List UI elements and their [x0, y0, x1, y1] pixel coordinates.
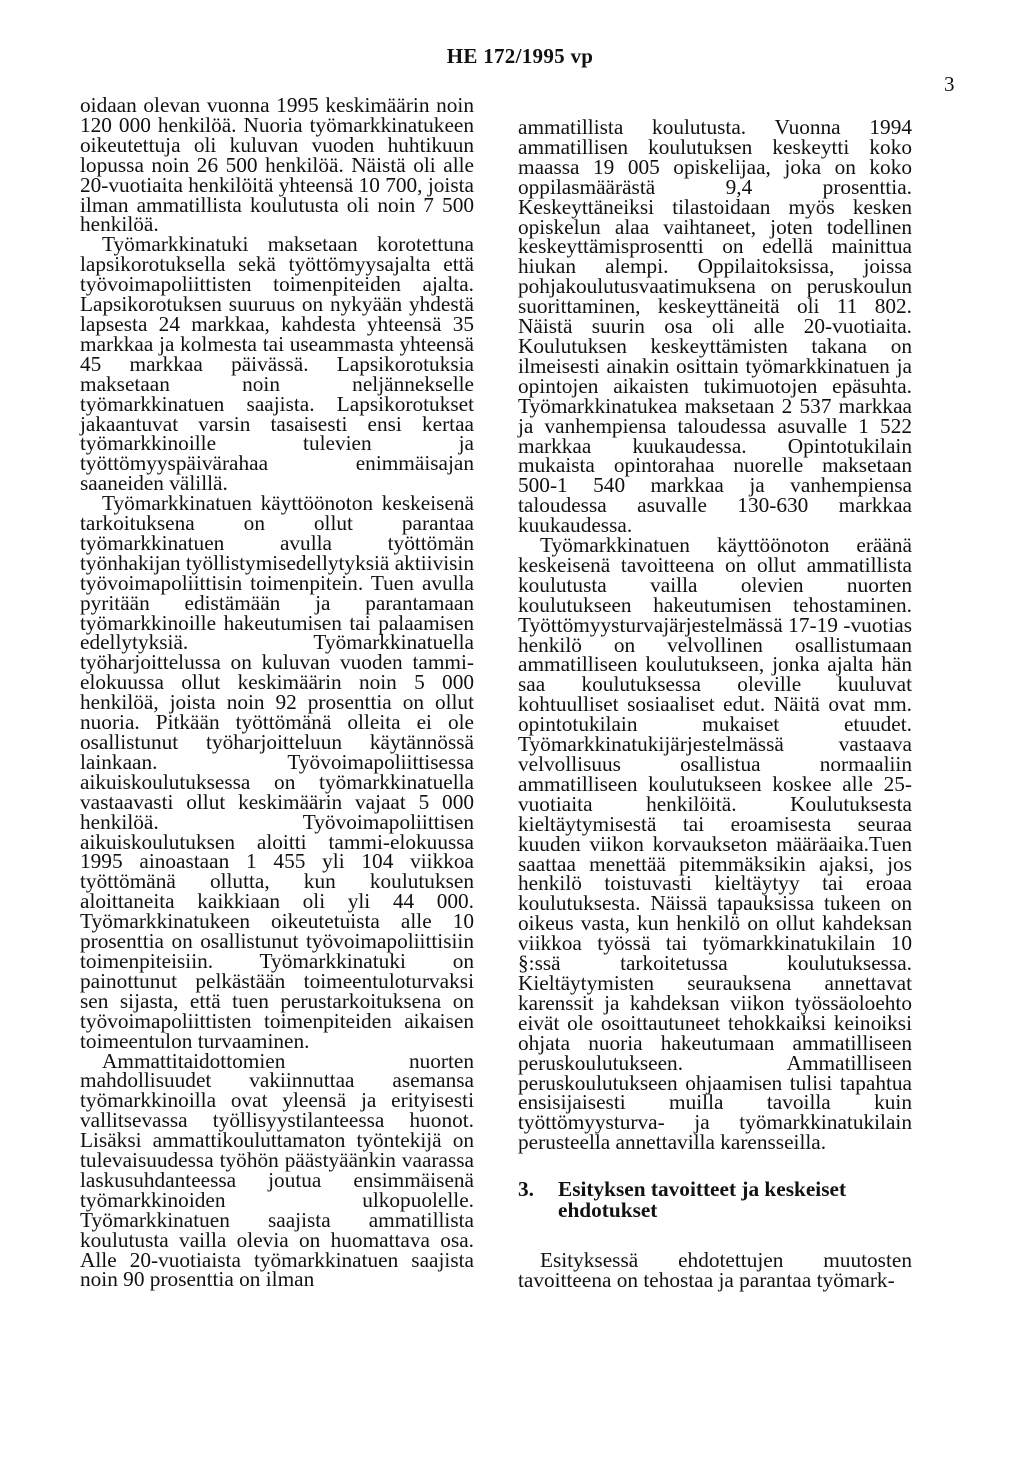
paragraph: oidaan olevan vuonna 1995 keskimäärin noin 120 000 henkilöä. Nuoria työmarkkinatukeen oikeutettuja oli kuluvan vuoden huhtikuun lopussa noin 26 500 henkilöä. Näistä oli alle 20-vuotiaita henkilöitä yhteensä 10 700, joista ilman ammatillista koulutusta oli noin 7 500 henkilöä. — [80, 93, 474, 237]
paragraph: ammatillista koulutusta. Vuonna 1994 ammatillisen koulutuksen keskeytti koko maassa 19 005 opiskelijaa, joka on koko oppilasmäärästä 9,4 prosenttia. Keskeyttäneiksi tilastoidaan myös kesken opiskelun alaa vaihtaneet, joten todellinen keskeyttämisprosentti on edellä mainittua hiukan alempi. Oppilaitoksissa, joissa pohjakoulutusvaatimuksena on peruskoulun suorittaminen, keskeyttäneitä oli 11 802. Näistä suurin osa oli alle 20-vuotiaita. Koulutuksen keskeyttämisten takana on ilmeisesti ainakin osittain työmarkkinatuen ja opintojen aikaisten tukimuotojen epäsuhta. Työmarkkinatukea maksetaan 2 537 markkaa ja vanhempiensa taloudessa asuvalle 1 522 markkaa kuukaudessa. Opintotukilain mukaista opintorahaa nuorelle maksetaan 500-1 540 markkaa ja vanhempiensa taloudessa asuvalle 130-630 markkaa kuukaudessa. — [518, 115, 912, 538]
section-heading — [518, 1179, 912, 1221]
paragraph: Työmarkkinatuki maksetaan korotettuna lapsikorotuksella sekä työttömyysajalta että työvoimapoliittisten toimenpiteiden ajalta. Lapsikorotuksen suuruus on nykyään yhdestä lapsesta 24 markkaa, kahdesta yhteensä 35 markkaa ja kolmesta tai useammasta yhteensä 45 markkaa päivässä. Lapsikorotuksia maksetaan noin neljännekselle työmarkkinatuen saajista. Lapsikorotukset jakaantuvat varsin tasaisesti ensi kertaa työmarkkinoille tulevien ja työttömyyspäivärahaa enimmäisajan saaneiden välillä. — [80, 232, 474, 496]
section-title: Esityksen tavoitteet ja keskeiset ehdotukset — [558, 1177, 847, 1223]
paragraph: Työmarkkinatuen käyttöönoton keskeisenä tarkoituksena on ollut parantaa työmarkkinatuen avulla työttömän työnhakijan työllistymisedellytyksiä aktiivisin työvoimapoliittisin toimenpitein. Tuen avulla pyritään edistämään ja parantamaan työmarkkinoille hakeutumisen tai palaamisen edellytyksiä. Työmarkkinatuella työharjoittelussa on kuluvan vuoden tammi-elokuussa ollut keskimäärin noin 5 000 henkilöä, joista noin 92 prosenttia on ollut nuoria. Pitkään työttömänä olleita ei ole osallistunut työharjoitteluun käytännössä lainkaan. Työvoimapoliittisessa aikuiskoulutuksessa on työmarkkinatuella vastaavasti ollut keskimäärin vajaat 5 000 henkilöä. Työvoimapoliittisen aikuiskoulutuksen aloitti tammi-elokuussa 1995 ainoastaan 1 455 yli 104 viikkoa työttömänä ollutta, kun koulutuksen aloittaneita kaikkiaan oli yli 44 000. Työmarkkinatukeen oikeutetuista alle 10 prosenttia on osallistunut työvoimapoliittisiin toimenpiteisiin. Työmarkkinatuki on painottunut pelkästään toimeentuloturvaksi sen sijasta, että tuen perustarkoituksena on työvoimapoliittisten toimenpiteiden aikaisen toimeentulon turvaaminen. — [80, 491, 474, 1053]
left-text-column — [80, 93, 474, 1292]
paragraph: Ammattitaidottomien nuorten mahdollisuudet vakiinnuttaa asemansa työmarkkinoilla ovat yleensä ja erityisesti vallitsevassa työllisyystilanteessa huonot. Lisäksi ammattikouluttamaton työntekijä on tulevaisuudessa työhön päästyäänkin vaarassa laskusuhdanteessa joutua ensimmäisenä työmarkkinoiden ulkopuolelle. Työmarkkinatuen saajista ammatillista koulutusta vailla olevia on huomattava osa. Alle 20-vuotiaista työmarkkinatuen saajista noin 90 prosenttia on ilman — [80, 1048, 474, 1292]
right-text-column — [518, 115, 912, 1293]
paragraph: Esityksessä ehdotettujen muutosten tavoitteena on tehostaa ja parantaa työmark- — [518, 1248, 912, 1293]
document-header-title: HE 172/1995 vp — [446, 44, 594, 68]
section-number: 3. — [518, 1177, 534, 1202]
paragraph: Työmarkkinatuen käyttöönoton eräänä keskeisenä tavoitteena on ollut ammatillista koulutusta vailla olevien nuorten koulutukseen hakeutumisen tehostaminen. Työttömyysturvajärjestelmässä 17-19 -vuotias henkilö on velvollinen osallistumaan ammatilliseen koulutukseen, jonka ajalta hän saa koulutuksessa oleville kuuluvat kohtuulliset sosiaaliset edut. Näitä ovat mm. opintotukilain mukaiset etuudet. Työmarkkinatukijärjestelmässä vastaava velvollisuus osallistua normaaliin ammatilliseen koulutukseen koskee alle 25-vuotiaita henkilöitä. Koulutuksesta kieltäytymisestä tai eroamisesta seuraa kuuden viikon korvaukseton määräaika.Tuen saattaa menettää pitemmäksikin ajaksi, jos henkilö toistuvasti kieltäytyy tai eroaa koulutuksesta. Näissä tapauksissa tukeen on oikeus vasta, kun henkilö on ollut kahdeksan viikkoa työssä tai työmarkkinatukilain 10 §:ssä tarkoitetussa koulutuksessa. Kieltäytymisten seurauksena annettavat karenssit ja kahdeksan viikon työssäoloehto eivät ole osoittautuneet tehokkaiksi keinoiksi ohjata nuoria hakeutumaan ammatilliseen peruskoulutukseen. Ammatilliseen peruskoulutukseen ohjaamisen tulisi tapahtua ensisijaisesti muilla tavoilla kuin työttömyysturva- ja työmarkkinatukilain perusteella annettavilla karensseilla. — [518, 533, 912, 1155]
page-number: 3 — [944, 72, 955, 96]
